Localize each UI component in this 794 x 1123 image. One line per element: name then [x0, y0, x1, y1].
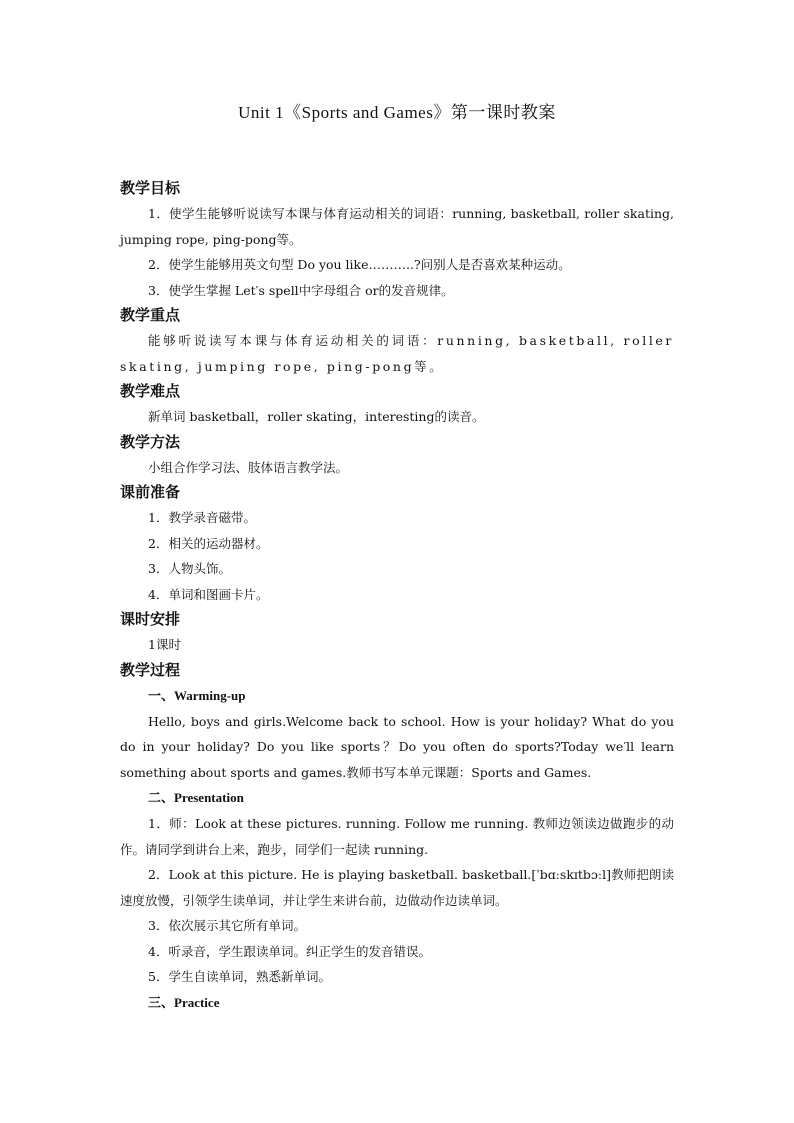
section-heading-objectives: 教学目标	[120, 179, 181, 197]
section-heading-difficulties: 教学难点	[120, 382, 181, 400]
subheading-presentation: 二、Presentation	[148, 790, 244, 805]
section-heading-process: 教学过程	[120, 660, 181, 679]
key-points-text: 能够听说读写本课与体育运动相关的词语：running, basketball, roller skating, jumping rope, ping-pong等。	[120, 333, 674, 374]
subheading-practice: 三、Practice	[148, 994, 220, 1010]
preparation-item: 3．人物头饰。	[148, 561, 231, 576]
section-heading-key-points: 教学重点	[120, 306, 181, 324]
difficulties-text: 新单词 basketball，roller skating，interesting的读音。	[148, 409, 485, 424]
section-heading-methods: 教学方法	[120, 432, 181, 451]
preparation-item: 1．教学录音磁带。	[148, 510, 256, 525]
schedule-text: 1课时	[148, 637, 181, 652]
section-heading-schedule: 课时安排	[120, 610, 181, 628]
methods-text: 小组合作学习法、肢体语言教学法。	[148, 459, 349, 475]
document-title: Unit 1《Sports and Games》第一课时教案	[238, 103, 556, 122]
preparation-item: 4．单词和图画卡片。	[148, 586, 269, 602]
preparation-item: 2．相关的运动器材。	[148, 535, 269, 551]
objective-item: 3．使学生掌握 Let′s spell中字母组合 or的发音规律。	[148, 282, 454, 298]
warmup-text: Hello, boys and girls.Welcome back to school. How is your holiday? What do you do in your holiday? Do you like sports？Do you often do sports?Today we′ll learn something about sports and games.教师书写本单元课题：Sports and Games.	[120, 713, 674, 780]
presentation-item: 5．学生自读单词，熟悉新单词。	[148, 969, 331, 984]
document-body	[120, 176, 674, 1016]
presentation-item: 4．听录音，学生跟读单词。纠正学生的发音错误。	[148, 943, 431, 959]
presentation-item: 3．依次展示其它所有单词。	[148, 918, 306, 933]
section-heading-preparation: 课前准备	[120, 483, 181, 501]
presentation-item: 1．师：Look at these pictures. running. Follow me running. 教师边领读边做跑步的动作。请同学到讲台上来，跑步，同学们一起读 running.	[120, 816, 674, 857]
objective-item: 1．使学生能够听说读写本课与体育运动相关的词语：running, basketball, roller skating, jumping rope, ping-pong等。	[120, 206, 674, 247]
subheading-warmup: 一、Warming-up	[148, 687, 246, 703]
presentation-item: 2．Look at this picture. He is playing basketball. basketball.[ˈbɑːskɪtbɔːl]教师把朗读速度放慢，引领学生读单词，并让学生来讲台前，边做动作边读单词。	[120, 867, 674, 908]
objective-item: 2．使学生能够用英文句型 Do you like………..?问别人是否喜欢某种运动。	[148, 257, 571, 272]
